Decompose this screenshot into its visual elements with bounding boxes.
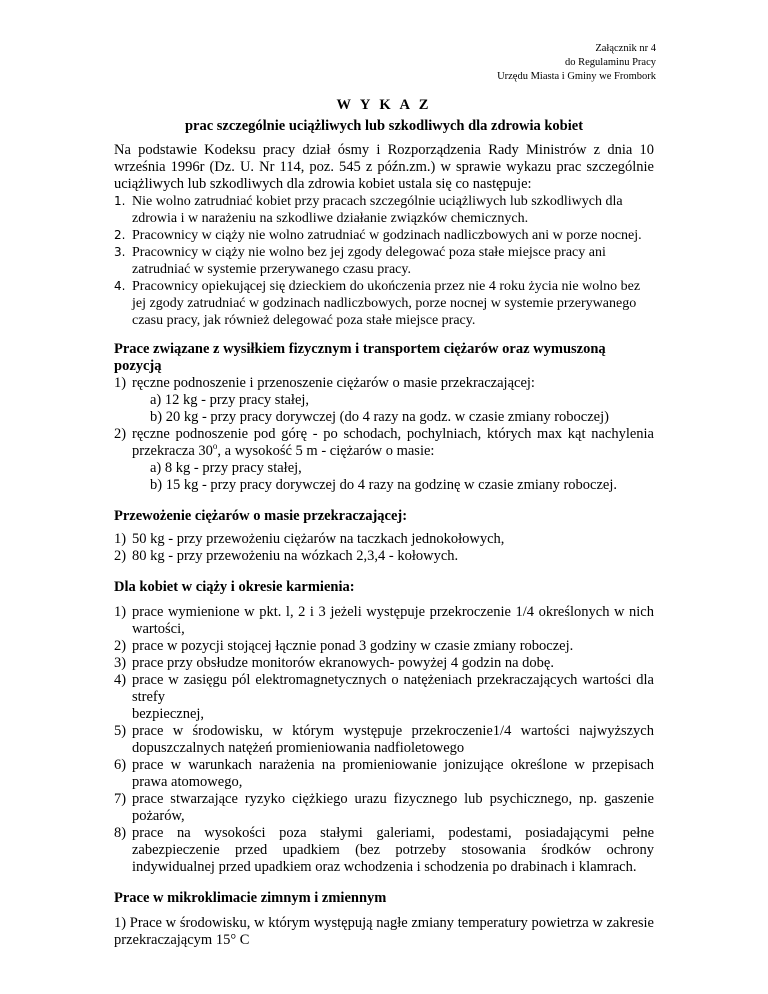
- physical-effort-list: [114, 375, 654, 494]
- item-text-part: ręczne podnoszenie pod górę - po schodach, pochylniach, których max kąt nachylenia przekracza 30: [132, 426, 654, 459]
- item-number: 4.: [114, 279, 126, 293]
- list-item: [114, 193, 654, 227]
- transport-list: [114, 531, 654, 565]
- item-text: prace w pozycji stojącej łącznie ponad 3 godziny w czasie zmiany roboczej.: [132, 638, 574, 654]
- attachment-number: Załącznik nr 4: [595, 43, 656, 54]
- list-item: [114, 548, 654, 565]
- list-item: [114, 672, 654, 723]
- section-heading-transport: Przewożenie ciężarów o masie przekraczającej:: [114, 508, 408, 524]
- sub-list: [132, 392, 654, 426]
- item-text: Nie wolno zatrudniać kobiet przy pracach szczególnie uciążliwych lub szkodliwych dla zdrowia i w narażeniu na szkodliwe działanie związków chemicznych.: [132, 194, 623, 226]
- item-text: [132, 426, 654, 460]
- microclimate-item: 1) Prace w środowisku, w którym występują nagłe zmiany temperatury powietrza w zakresie przekraczającym 15° C: [114, 915, 654, 948]
- list-item: [114, 604, 654, 638]
- rules-list: [114, 193, 654, 329]
- item-text: prace w warunkach narażenia na promieniowanie jonizujące określone w przepisach prawa atomowego,: [132, 757, 654, 790]
- item-text: prace przy obsłudze monitorów ekranowych- powyżej 4 godzin na dobę.: [132, 655, 554, 671]
- item-number: 6): [114, 757, 127, 773]
- item-number: 5): [114, 723, 127, 739]
- sub-item: a) 8 kg - przy pracy stałej,: [150, 460, 302, 476]
- item-text: prace w zasięgu pól elektromagnetycznych o natężeniach przekraczających wartości dla strefy: [132, 672, 654, 705]
- item-number: 1): [114, 604, 127, 620]
- list-item: [114, 638, 654, 655]
- list-item: [114, 723, 654, 757]
- attachment-office: Urzędu Miasta i Gminy we Frombork: [497, 71, 656, 82]
- sub-item: b) 20 kg - przy pracy dorywczej (do 4 razy na godz. w czasie zmiany roboczej): [150, 409, 609, 425]
- item-number: 8): [114, 825, 127, 841]
- attachment-regulation: do Regulaminu Pracy: [565, 57, 656, 68]
- document-subtitle: prac szczególnie uciążliwych lub szkodliwych dla zdrowia kobiet: [184, 118, 584, 134]
- item-number: 7): [114, 791, 127, 807]
- item-text: ręczne podnoszenie i przenoszenie ciężarów o masie przekraczającej:: [132, 375, 535, 391]
- list-item: [114, 426, 654, 494]
- item-number: 2): [114, 638, 127, 654]
- list-item: [114, 757, 654, 791]
- list-item: [114, 278, 654, 329]
- item-text-part: , a wysokość 5 m - ciężarów o masie:: [217, 443, 435, 459]
- list-item: [114, 244, 654, 278]
- item-number: 3.: [114, 245, 126, 259]
- intro-paragraph: Na podstawie Kodeksu pracy dział ósmy i Rozporządzenia Rady Ministrów z dnia 10 września 1996r (Dz. U. Nr 114, poz. 545 z późn.zm.) w sprawie wykazu prac szczególnie uciążliwych lub szkodliwych dla zdrowia kobiet ustala się co następuje:: [114, 142, 654, 192]
- item-text: prace stwarzające ryzyko ciężkiego urazu fizycznego lub psychicznego, np. gaszenie pożarów,: [132, 791, 654, 824]
- degree-sup: o: [212, 441, 218, 452]
- list-item: [114, 531, 654, 548]
- list-item: [114, 655, 654, 672]
- sub-item: a) 12 kg - przy pracy stałej,: [150, 392, 310, 408]
- item-text: Pracownicy w ciąży nie wolno zatrudniać w godzinach nadliczbowych ani w porze nocnej.: [132, 228, 642, 243]
- item-number: 2.: [114, 228, 126, 242]
- item-text: prace na wysokości poza stałymi galeriami, podestami, posiadającymi pełne zabezpieczenie przed upadkiem (bez potrzeby stosowania środków ochrony indywidualnej przed upadkiem oraz wchodzenia i schodzenia po drabinach i klamrach.: [132, 825, 654, 875]
- item-number: 2): [114, 426, 127, 442]
- item-text: Pracownicy opiekującej się dzieckiem do ukończenia przez nie 4 roku życia nie wolno bez jej zgody zatrudniać w godzinach nadliczbowych, porze nocnej w systemie przerywanego czasu pracy, jak również delegować poza stałe miejsce pracy.: [132, 279, 641, 328]
- sub-list: [132, 460, 654, 494]
- pregnancy-list: [114, 604, 654, 876]
- section-heading-physical-effort: Prace związane z wysiłkiem fizycznym i transportem ciężarów oraz wymuszoną pozycją: [114, 341, 606, 374]
- item-text: prace wymienione w pkt. l, 2 i 3 jeżeli występuje przekroczenie 1/4 określonych w nich wartości,: [132, 604, 654, 637]
- item-number: 1): [114, 531, 127, 547]
- sub-item: b) 15 kg - przy pracy dorywczej do 4 razy na godzinę w czasie zmiany roboczej.: [150, 477, 618, 493]
- item-text: Pracownicy w ciąży nie wolno bez jej zgody delegować poza stałe miejsce pracy ani zatrudniać w systemie przerywanego czasu pracy.: [132, 245, 606, 277]
- item-number: 3): [114, 655, 127, 671]
- item-number: 1): [114, 375, 127, 391]
- item-text: 80 kg - przy przewożeniu na wózkach 2,3,4 - kołowych.: [132, 548, 459, 564]
- item-number: 1.: [114, 194, 126, 208]
- item-text: prace w środowisku, w którym występuje przekroczenie1/4 wartości najwyższych dopuszczalnych natężeń promieniowania nadfioletowego: [132, 723, 654, 756]
- attachment-header: [497, 42, 656, 84]
- item-number: 4): [114, 672, 127, 688]
- item-text-continued: bezpiecznej,: [132, 706, 205, 722]
- list-item: [114, 825, 654, 876]
- section-heading-microclimate: Prace w mikroklimacie zimnym i zmiennym: [114, 890, 387, 906]
- list-item: [114, 227, 654, 244]
- document-body: [114, 142, 654, 949]
- list-item: [114, 791, 654, 825]
- document-title: W Y K A Z: [336, 97, 432, 113]
- item-text: 50 kg - przy przewożeniu ciężarów na taczkach jednokołowych,: [132, 531, 505, 547]
- list-item: [114, 375, 654, 426]
- item-number: 2): [114, 548, 127, 564]
- section-heading-pregnancy: Dla kobiet w ciąży i okresie karmienia:: [114, 579, 355, 595]
